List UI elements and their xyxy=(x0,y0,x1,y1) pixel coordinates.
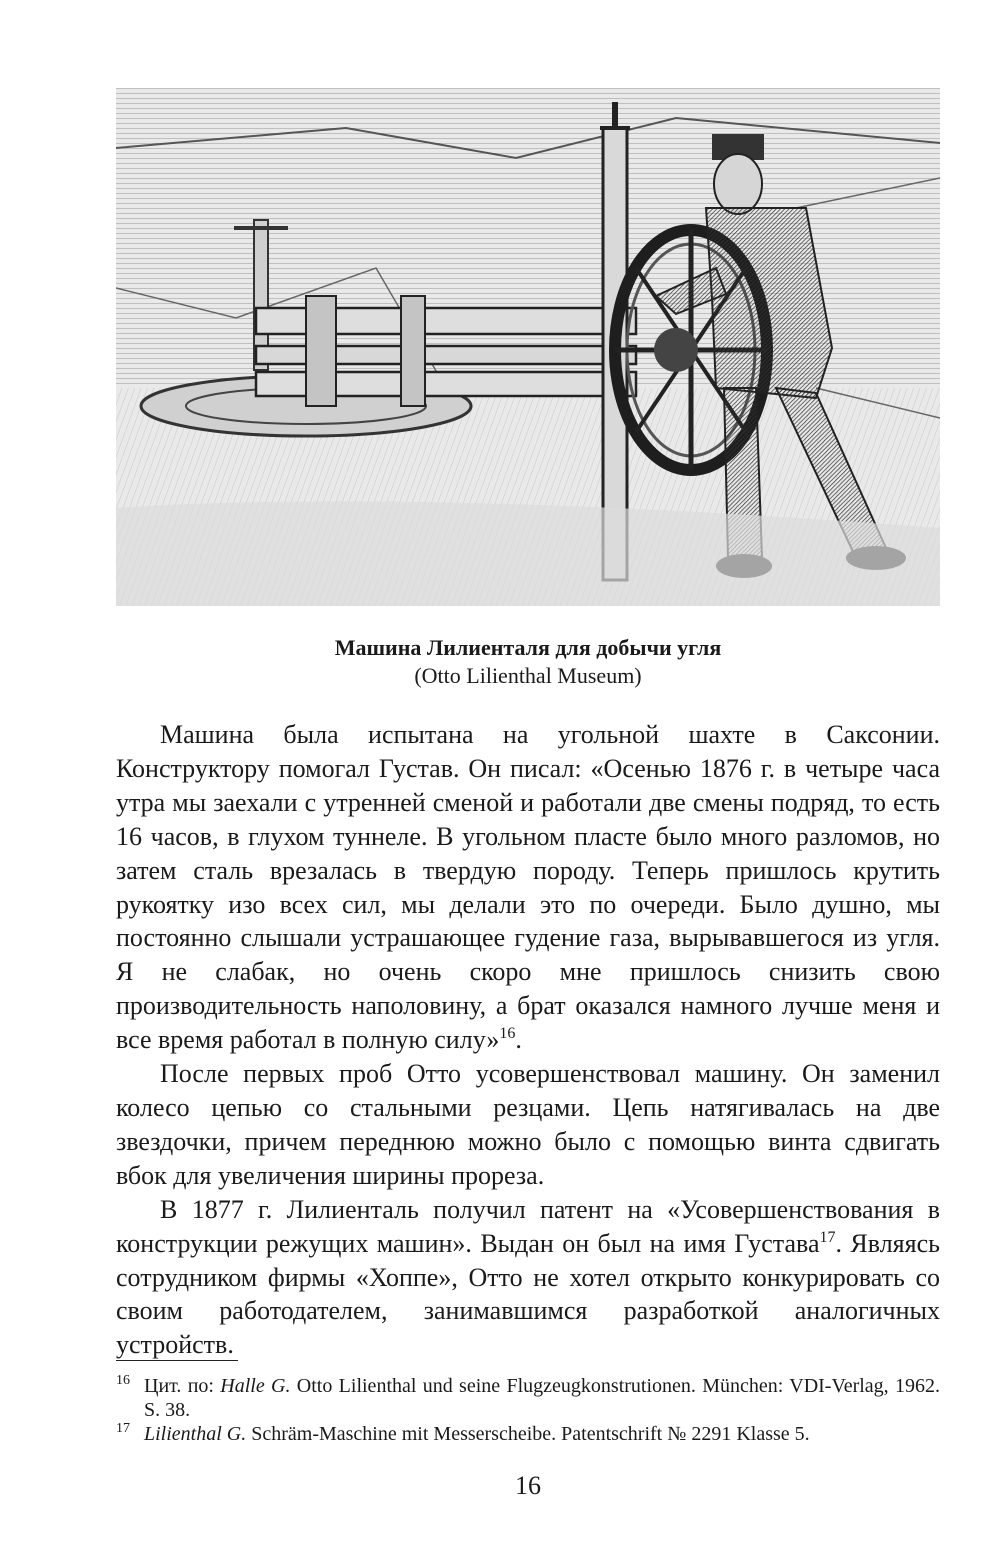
footnote-divider xyxy=(116,1360,238,1361)
caption-title: Машина Лилиенталя для добычи угля xyxy=(334,635,722,660)
main-text xyxy=(116,718,940,1362)
paragraph-1-tail: . xyxy=(515,1025,522,1055)
caption-credit: (Otto Lilienthal Museum) xyxy=(414,663,642,688)
paragraph-1-text: Машина была испытана на угольной шахте в Саксонии. Конструктору помогал Густав. Он писал: «Осенью 1876 г. в четыре часа утра мы заехали с утренней сменой и работали две смены подряд, то есть 16 часов, в глухом туннеле. В угольном пласте было много разломов, но затем сталь врезалась в твердую породу. Теперь пришлось крутить рукоятку изо всех сил, мы делали это по очереди. Было душно, мы постоянно слышали устрашающее гудение газа, вырывавшегося из угля. Я не слабак, но очень скоро мне пришлось снизить свою производительность наполовину, а брат оказался намного лучше меня и все время работал в полную силу» xyxy=(116,720,940,1055)
footnote-ref-16: 16 xyxy=(499,1025,516,1043)
footnote-16-prefix: Цит. по: xyxy=(144,1375,221,1397)
paragraph-1 xyxy=(116,718,940,1057)
footnote-16 xyxy=(116,1374,940,1422)
paragraph-3-text-before: В 1877 г. Лилиенталь получил патент на «Усовершенствования в конструкции режущих машин». Выдан он был на имя Густава xyxy=(116,1194,940,1258)
paragraph-3-text-after: . Являясь сотрудником фирмы «Хоппе», Отто не хотел открыто конкурировать со своим работодателем, занимавшимся разработкой аналогичных устройств. xyxy=(116,1228,940,1360)
footnote-17-author: Lilienthal G. xyxy=(144,1423,247,1445)
footnote-16-author: Halle G. xyxy=(220,1375,291,1397)
footnote-17 xyxy=(116,1422,940,1446)
footnote-ref-17: 17 xyxy=(819,1228,836,1246)
engraving-illustration xyxy=(116,88,940,606)
footnote-16-number: 16 xyxy=(116,1373,130,1388)
footnote-17-number: 17 xyxy=(116,1421,130,1436)
footnotes xyxy=(116,1374,940,1446)
figure-caption xyxy=(116,634,940,690)
paragraph-3 xyxy=(116,1193,940,1363)
footnote-17-text: Schräm-Maschine mit Messerscheibe. Patentschrift № 2291 Klasse 5. xyxy=(246,1423,810,1445)
paragraph-2: После первых проб Отто усовершенствовал машину. Он заменил колесо цепью со стальными резцами. Цепь натягивалась на две звездочки, причем переднюю можно было с помощью винта сдвигать вбок для увеличения ширины прореза. xyxy=(116,1059,940,1190)
footnote-16-text: Otto Lilienthal und seine Flugzeugkonstrutionen. München: VDI-Verlag, 1962. S. 38. xyxy=(144,1375,940,1421)
page-number: 16 xyxy=(515,1471,541,1500)
